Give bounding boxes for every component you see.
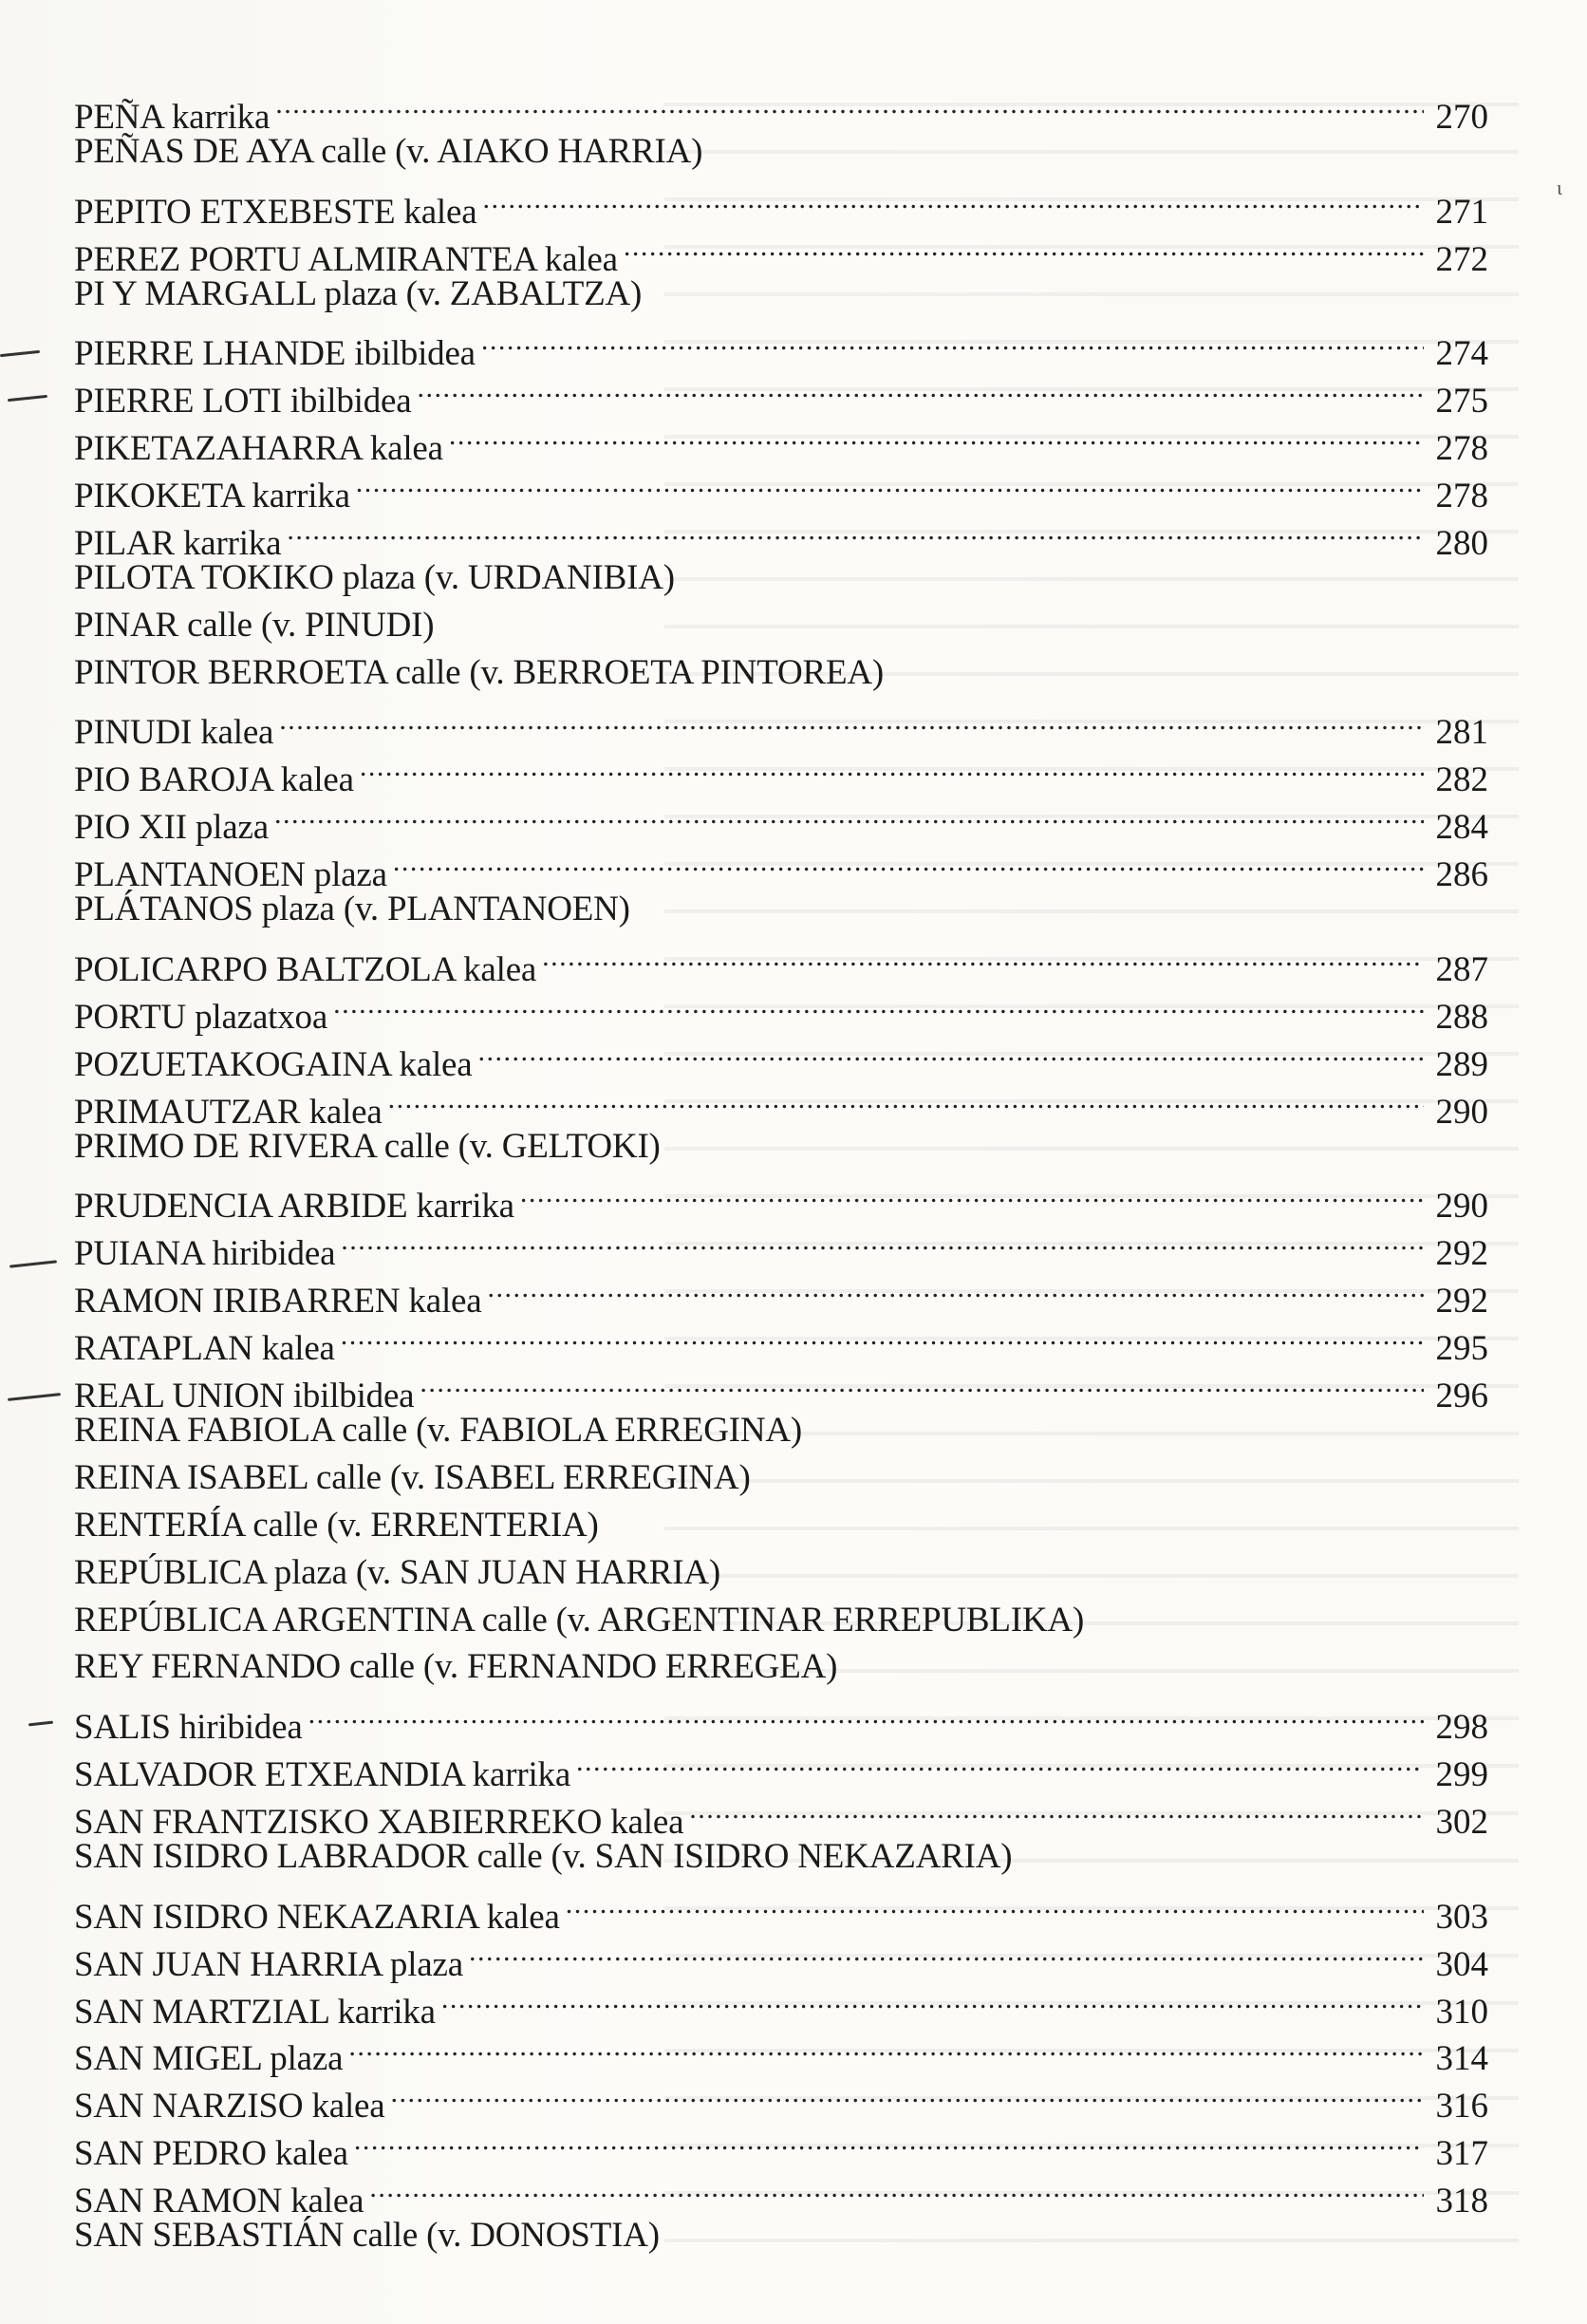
index-entry [74,2212,1488,2259]
entry-name: REPÚBLICA plaza (v. SAN JUAN HARRIA) [74,1552,721,1592]
entry-name: PRUDENCIA ARBIDE karrika [74,1187,514,1227]
pencil-mark [9,1260,57,1267]
entry-page-number: 316 [1435,2087,1488,2127]
dot-leader [487,1265,1424,1312]
index-entry [74,223,1488,279]
index-entry [74,1170,1488,1227]
entry-name: PEPITO ETXEBESTE kalea [74,192,477,232]
index-entry [74,649,1488,697]
index-entry [74,838,1488,895]
index-entry [74,743,1488,800]
dot-leader [341,1217,1424,1265]
dot-leader [279,697,1424,744]
index-entry [74,459,1488,516]
entry-name: PINUDI kalea [74,713,274,753]
dot-leader [274,791,1424,838]
dot-leader [388,1076,1424,1123]
entry-name: PILOTA TOKIKO plaza (v. URDANIBIA) [74,557,675,597]
index-entry [74,1597,1488,1644]
pencil-mark [28,1721,53,1727]
entry-page-number: 287 [1435,949,1488,989]
entry-name: SAN JUAN HARRIA plaza [74,1944,463,1984]
street-index-list [74,81,1488,2259]
dot-leader [354,2117,1424,2165]
index-entry [74,412,1488,469]
index-entry [74,1691,1488,1748]
entry-page-number: 289 [1435,1044,1488,1084]
entry-name: SAN ISIDRO NEKAZARIA kalea [74,1897,560,1937]
entry-page-number: 317 [1435,2134,1488,2174]
index-entry [74,1976,1488,2032]
index-entry [74,271,1488,318]
entry-page-number: 290 [1435,1187,1488,1227]
entry-name: PIKOKETA karrika [74,477,350,516]
entry-name: SAN SEBASTIÁN calle (v. DONOSTIA) [74,2216,660,2256]
entry-name: PLÁTANOS plaza (v. PLANTANOEN) [74,890,630,929]
entry-name: SAN NARZISO kalea [74,2087,385,2127]
index-entry [74,554,1488,602]
dot-leader [275,81,1424,128]
entry-page-number: 272 [1435,239,1488,279]
entry-page-number: 292 [1435,1234,1488,1274]
index-entry [74,365,1488,422]
entry-page-number: 304 [1435,1944,1488,1984]
index-entry [74,1928,1488,1984]
entry-name: SAN ISIDRO LABRADOR calle (v. SAN ISIDRO NEKAZARIA) [74,1836,1013,1876]
index-entry [74,1359,1488,1415]
entry-name: RENTERÍA calle (v. ERRENTERIA) [74,1505,599,1545]
dot-leader [308,1691,1424,1738]
entry-page-number: 278 [1435,477,1488,516]
entry-page-number: 298 [1435,1708,1488,1748]
dot-leader [469,1928,1424,1976]
entry-page-number: 296 [1435,1376,1488,1415]
dot-leader [417,365,1424,412]
dot-leader [360,743,1424,791]
margin-tick-mark: ι [1557,176,1562,199]
index-entry [74,1028,1488,1084]
index-entry [74,933,1488,989]
index-entry [74,1454,1488,1502]
entry-name: SALVADOR ETXEANDIA karrika [74,1755,571,1795]
index-entry [74,1217,1488,1274]
dot-leader [542,933,1424,981]
entry-name: PLANTANOEN plaza [74,855,387,895]
entry-page-number: 281 [1435,713,1488,753]
index-entry [74,2070,1488,2127]
index-entry [74,1123,1488,1171]
dot-leader [566,1881,1424,1928]
index-entry [74,1786,1488,1842]
entry-name: PRIMAUTZAR kalea [74,1092,383,1132]
entry-name: PIERRE LHANDE ibilbidea [74,334,476,374]
dot-leader [689,1786,1424,1833]
entry-name: PEÑAS DE AYA calle (v. AIAKO HARRIA) [74,131,703,171]
entry-name: REPÚBLICA ARGENTINA calle (v. ARGENTINAR ERREPUBLIKA) [74,1600,1085,1640]
dot-leader [420,1359,1424,1407]
index-entry [74,81,1488,137]
entry-name: PIO XII plaza [74,808,269,848]
dot-leader [348,2023,1424,2071]
entry-page-number: 274 [1435,334,1488,374]
entry-page-number: 288 [1435,997,1488,1037]
entry-name: REINA ISABEL calle (v. ISABEL ERREGINA) [74,1457,751,1497]
index-entry [74,1407,1488,1454]
dot-leader [576,1738,1424,1786]
entry-name: SAN PEDRO kalea [74,2134,348,2174]
pencil-mark [8,395,47,402]
index-entry [74,981,1488,1037]
entry-page-number: 299 [1435,1755,1488,1795]
entry-name: SALIS hiribidea [74,1708,303,1748]
entry-name: PEREZ PORTU ALMIRANTEA kalea [74,239,618,279]
entry-name: SAN MIGEL plaza [74,2039,344,2079]
index-entry [74,1265,1488,1321]
entry-name: PIERRE LOTI ibilbidea [74,382,412,422]
entry-page-number: 284 [1435,808,1488,848]
entry-page-number: 314 [1435,2039,1488,2079]
index-entry [74,1549,1488,1597]
entry-page-number: 310 [1435,1992,1488,2032]
entry-name: SAN RAMON kalea [74,2182,364,2221]
index-entry [74,2165,1488,2221]
entry-page-number: 270 [1435,97,1488,137]
entry-name: REINA FABIOLA calle (v. FABIOLA ERREGINA) [74,1410,803,1450]
index-entry [74,791,1488,848]
dot-leader [393,838,1424,886]
index-entry [74,507,1488,563]
entry-page-number: 302 [1435,1802,1488,1842]
entry-page-number: 282 [1435,760,1488,800]
index-entry [74,176,1488,232]
dot-leader [482,176,1424,223]
index-entry [74,1502,1488,1549]
index-entry [74,1738,1488,1795]
index-entry [74,697,1488,753]
entry-name: SAN MARTZIAL karrika [74,1992,436,2032]
entry-name: PORTU plazatxoa [74,997,328,1037]
entry-name: PIO BAROJA kalea [74,760,354,800]
dot-leader [341,1312,1424,1359]
entry-page-number: 295 [1435,1329,1488,1369]
index-entry [74,2023,1488,2079]
entry-name: POLICARPO BALTZOLA kalea [74,949,537,989]
entry-name: PRIMO DE RIVERA calle (v. GELTOKI) [74,1126,661,1166]
entry-name: REY FERNANDO calle (v. FERNANDO ERREGEA) [74,1647,838,1687]
index-entry [74,1881,1488,1937]
entry-page-number: 278 [1435,429,1488,469]
index-entry [74,1312,1488,1369]
dot-leader [287,507,1424,554]
dot-leader [391,2070,1424,2117]
entry-name: PILAR karrika [74,523,282,563]
entry-name: PINTOR BERROETA calle (v. BERROETA PINTOREA) [74,652,885,692]
dot-leader [333,981,1424,1028]
entry-page-number: 271 [1435,192,1488,232]
index-entry [74,317,1488,374]
entry-name: REAL UNION ibilbidea [74,1376,415,1415]
index-entry [74,1076,1488,1132]
entry-name: PI Y MARGALL plaza (v. ZABALTZA) [74,273,643,313]
pencil-mark [0,350,40,357]
entry-name: PEÑA karrika [74,97,271,137]
dot-leader [369,2165,1424,2212]
pencil-mark [8,1393,61,1401]
index-entry [74,886,1488,933]
entry-name: SAN FRANTZISKO XABIERREKO kalea [74,1802,684,1842]
index-entry [74,1643,1488,1691]
dot-leader [624,223,1424,271]
index-entry [74,128,1488,176]
entry-page-number: 303 [1435,1897,1488,1937]
dot-leader [441,1976,1424,2023]
dot-leader [477,1028,1424,1076]
dot-leader [449,412,1424,459]
entry-page-number: 280 [1435,523,1488,563]
entry-name: PIKETAZAHARRA kalea [74,429,443,469]
entry-page-number: 275 [1435,382,1488,422]
dot-leader [356,459,1424,507]
entry-page-number: 290 [1435,1092,1488,1132]
entry-page-number: 286 [1435,855,1488,895]
dot-leader [481,317,1424,365]
entry-name: PINAR calle (v. PINUDI) [74,605,435,645]
dot-leader [520,1170,1424,1217]
entry-page-number: 318 [1435,2182,1488,2221]
index-entry [74,602,1488,649]
entry-page-number: 292 [1435,1282,1488,1321]
entry-name: RATAPLAN kalea [74,1329,335,1369]
entry-name: PUIANA hiribidea [74,1234,336,1274]
index-entry [74,1833,1488,1881]
entry-name: RAMON IRIBARREN kalea [74,1282,482,1321]
entry-name: POZUETAKOGAINA kalea [74,1044,473,1084]
index-entry [74,2117,1488,2174]
